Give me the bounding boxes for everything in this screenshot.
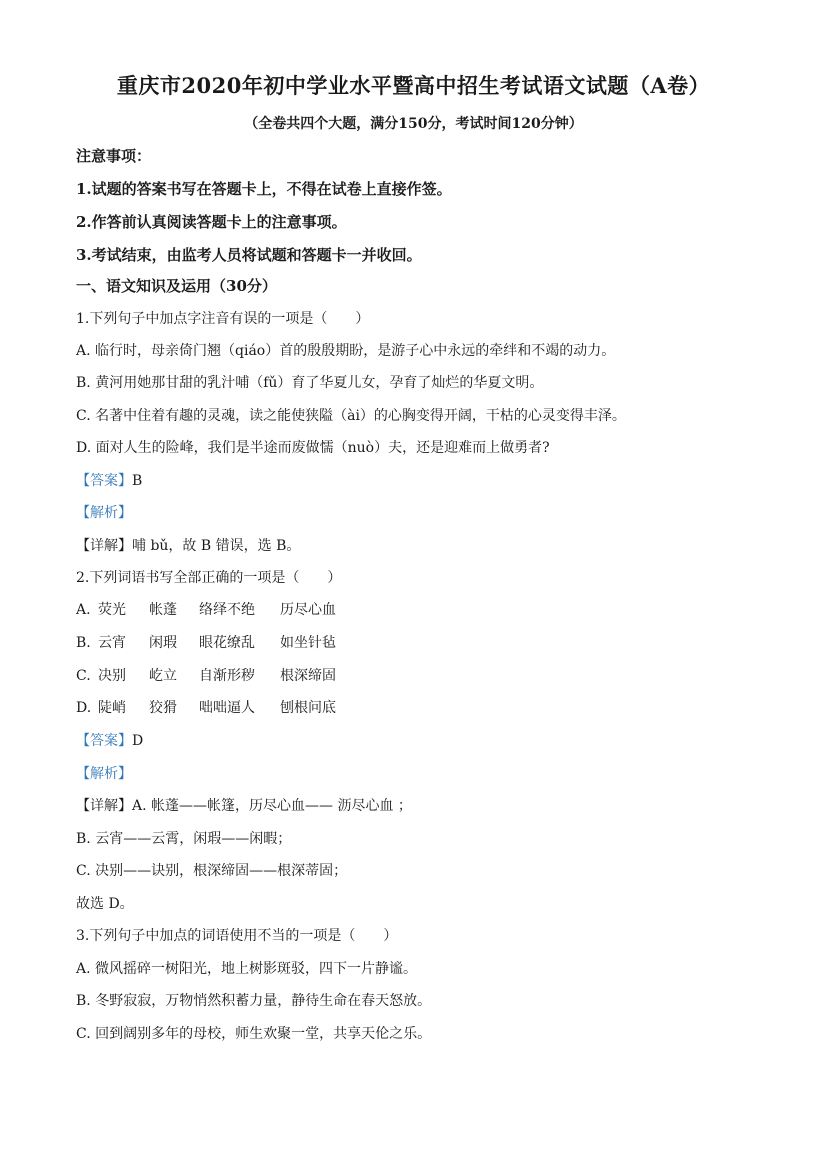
option-word: 眼花缭乱	[199, 635, 255, 651]
option-word: 自渐形秽	[199, 668, 255, 684]
option-word: 刨根问底	[280, 700, 336, 716]
question-3-option-c: C. 回到阔别多年的母校，师生欢聚一堂，共享天伦之乐。	[76, 1026, 432, 1042]
option-word: 荧光	[98, 602, 126, 618]
question-1-answer	[76, 471, 142, 491]
question-1-option-d: D. 面对人生的险峰，我们是半途而废做懦（nuò）夫，还是迎难而上做勇者?	[76, 440, 550, 456]
option-word: 狡猾	[149, 700, 177, 716]
option-word: 决别	[98, 668, 126, 684]
option-word: 咄咄逼人	[199, 700, 255, 716]
option-word: 帐蓬	[149, 602, 177, 618]
question-3-option-a: A. 微风摇碎一树阳光，地上树影斑驳，四下一片静谧。	[76, 961, 418, 977]
option-letter: A.	[76, 602, 91, 618]
option-word: 络绎不绝	[199, 602, 255, 618]
question-2-detail-line: 故选 D。	[76, 896, 134, 912]
notice-item: 1.试题的答案书写在答题卡上，不得在试卷上直接作签。	[76, 180, 452, 198]
option-letter: B.	[76, 635, 91, 651]
option-word: 历尽心血	[280, 602, 336, 618]
option-word: 屹立	[149, 668, 177, 684]
notice-item: 3.考试结束，由监考人员将试题和答题卡一并收回。	[76, 246, 422, 264]
answer-label: 【答案】	[76, 473, 132, 489]
question-1-option-a: A. 临行时，母亲倚门翘（qiáo）首的殷殷期盼，是游子心中永远的牵绊和不竭的动力。	[76, 343, 616, 359]
document-title: 重庆市2020年初中学业水平暨高中招生考试语文试题（A卷）	[116, 73, 711, 98]
answer-label: 【答案】	[76, 733, 132, 749]
question-1-stem: 1.下列句子中加点字注音有误的一项是（ ）	[76, 311, 370, 327]
notice-item: 2.作答前认真阅读答题卡上的注意事项。	[76, 213, 347, 231]
question-2-analysis-label: 【解析】	[76, 766, 132, 782]
question-2-stem: 2.下列词语书写全部正确的一项是（ ）	[76, 570, 342, 586]
question-3-stem: 3.下列句子中加点的词语使用不当的一项是（ ）	[76, 928, 398, 944]
option-word: 根深缔固	[280, 668, 336, 684]
question-2-answer	[76, 731, 143, 751]
option-word: 陡峭	[98, 700, 126, 716]
notice-heading: 注意事项：	[76, 147, 152, 165]
question-1-detail: 【详解】哺 bǔ，故 B 错误，选 B。	[76, 538, 301, 554]
option-word: 如坐针毡	[280, 635, 336, 651]
option-letter: D.	[76, 700, 92, 716]
option-letter: C.	[76, 668, 91, 684]
option-word: 云宵	[98, 635, 126, 651]
answer-value: B	[132, 473, 143, 489]
question-1-option-b: B. 黄河用她那甘甜的乳汁哺（fǔ）育了华夏儿女，孕育了灿烂的华夏文明。	[76, 375, 544, 391]
question-2-detail-line: C. 决别——诀别，根深缔固——根深蒂固；	[76, 863, 348, 879]
document-subtitle: （全卷共四个大题，满分150分，考试时间120分钟）	[244, 116, 583, 132]
section-heading: 一、语文知识及运用（30分）	[76, 277, 277, 295]
question-1-option-c: C. 名著中住着有趣的灵魂，读之能使狭隘（ài）的心胸变得开阔，干枯的心灵变得丰泽。	[76, 408, 626, 424]
question-2-detail-line: B. 云宵——云霄，闲瑕——闲暇；	[76, 831, 292, 847]
question-2-detail-line: 【详解】A. 帐蓬——帐篷，历尽心血—— 沥尽心血 ；	[76, 798, 412, 814]
question-1-analysis-label: 【解析】	[76, 505, 132, 521]
answer-value: D	[132, 733, 144, 749]
option-word: 闲瑕	[149, 635, 177, 651]
question-3-option-b: B. 冬野寂寂，万物悄然积蓄力量，静待生命在春天怒放。	[76, 993, 432, 1009]
